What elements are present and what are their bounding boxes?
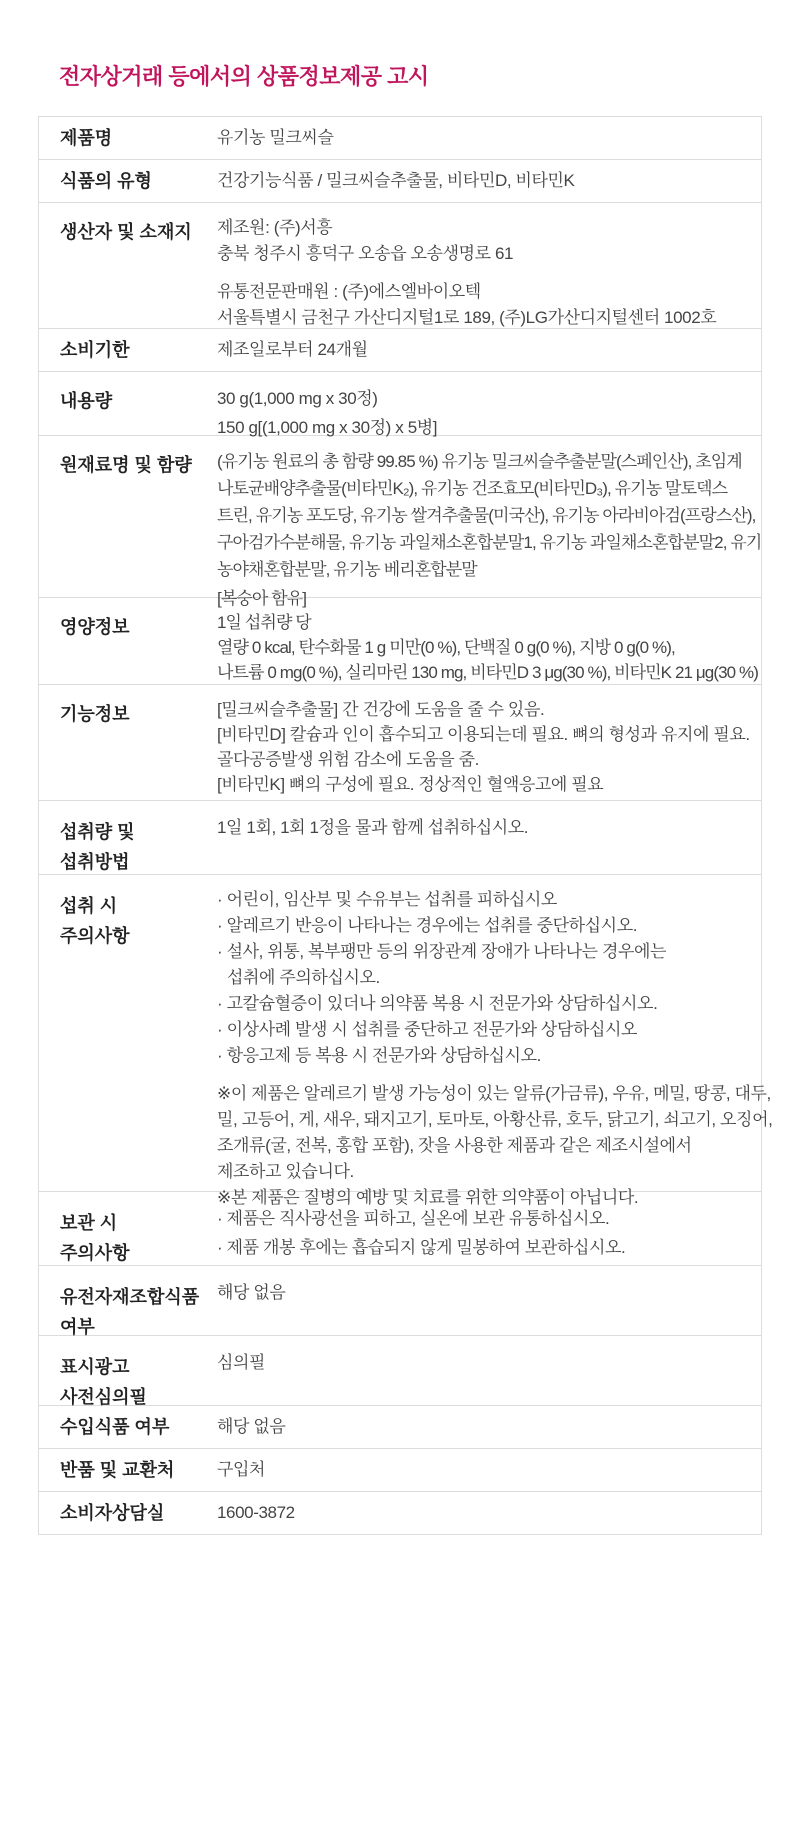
row-label-line: 섭취방법 [60,852,130,872]
row-value [217,801,761,874]
row-label-line: 주의사항 [60,926,130,946]
row-value [217,203,761,328]
table-row [39,372,761,436]
row-value [217,685,761,800]
row-label-line: 보관 시 [60,1213,118,1233]
row-label [39,1266,217,1335]
table-row [39,598,761,685]
row-label [39,160,217,202]
row-label-line: 제품명 [60,127,113,148]
row-value-line: 골다공증발생 위험 감소에 도움을 줌. [217,750,479,769]
table-row [39,1449,761,1492]
row-label-line: 수입식품 여부 [60,1416,170,1437]
table-row [39,160,761,203]
row-value-line: 유기농 밀크씨슬 [217,128,334,147]
row-value-line: ※본 제품은 질병의 예방 및 치료를 위한 의약품이 아닙니다. [217,1188,639,1207]
table-row [39,117,761,160]
row-value-line: 트린, 유기농 포도당, 유기농 쌀겨추출물(미국산), 유기농 아라비아검(프랑스산), [217,506,756,525]
row-label-line: 반품 및 교환처 [60,1459,175,1480]
row-value-line: 30 g(1,000 mg x 30정) [217,389,378,408]
row-value-line: ※이 제품은 알레르기 발생 가능성이 있는 알류(가금류), 우유, 메밀, 땅콩, 대두, [217,1084,771,1103]
row-value-line: · 제품 개봉 후에는 흡습되지 않게 밀봉하여 보관하십시오. [217,1238,626,1257]
row-value-line: 구입처 [217,1460,266,1479]
row-value [217,598,764,684]
row-value [217,160,761,202]
row-value-line: 나트륨 0 mg(0 %), 실리마린 130 mg, 비타민D 3 μg(30 %), 비타민K 21 μg(30 %) [217,663,758,682]
row-value-line: · 항응고제 등 복용 시 전문가와 상담하십시오. [217,1046,541,1065]
row-value-line: · 설사, 위통, 복부팽만 등의 위장관계 장애가 나타나는 경우에는 [217,942,667,961]
row-value-line: 1600-3872 [217,1503,295,1522]
row-value-line: 농야채혼합분말, 유기농 베리혼합분말 [217,560,477,579]
row-label [39,117,217,159]
row-value-line: 나토균배양추출물(비타민K₂), 유기농 건조효모(비타민D₃), 유기농 말토덱스 [217,479,728,498]
row-value-line: 해당 없음 [217,1417,286,1436]
row-label-line: 표시광고 [60,1357,130,1377]
row-value-line: [복숭아 함유] [217,589,307,608]
row-label-line: 식품의 유형 [60,170,152,191]
table-row [39,1192,761,1266]
row-label [39,203,217,328]
row-label-line: 소비자상담실 [60,1502,165,1523]
row-label-line: 소비기한 [60,339,130,360]
row-value-line: 조개류(굴, 전복, 홍합 포함), 잣을 사용한 제품과 같은 제조시설에서 [217,1136,692,1155]
table-row [39,1492,761,1535]
row-value-line: · 이상사례 발생 시 섭취를 중단하고 전문가와 상담하십시오 [217,1020,638,1039]
row-value [217,329,761,371]
row-label [39,372,217,435]
row-value-line: 서울특별시 금천구 가산디지털1로 189, (주)LG가산디지털센터 1002호 [217,308,717,327]
row-label-line: 사전심의필 [60,1387,147,1407]
row-value-line: [비타민K] 뼈의 구성에 필요. 정상적인 혈액응고에 필요 [217,775,604,794]
row-value-line: 밀, 고등어, 게, 새우, 돼지고기, 토마토, 아황산류, 호두, 닭고기, 쇠고기, 오징어, [217,1110,773,1129]
paragraph-gap [217,1069,772,1081]
row-value-line: 열량 0 kcal, 탄수화물 1 g 미만(0 %), 단백질 0 g(0 %), 지방 0 g(0 %), [217,638,675,657]
row-label-line: 여부 [60,1317,95,1337]
table-row [39,685,761,801]
row-value-line: 제조일로부터 24개월 [217,340,368,359]
row-value [217,372,761,435]
row-value [217,1266,761,1335]
row-label-line: 생산자 및 소재지 [60,222,192,242]
table-row [39,436,762,608]
row-value [217,1336,761,1405]
row-label-line: 기능정보 [60,704,130,724]
row-value-line: 구아검가수분해물, 유기농 과일채소혼합분말1, 유기농 과일채소혼합분말2, 유기 [217,533,762,552]
table-row [39,203,761,329]
row-value-line: 건강기능식품 / 밀크씨슬추출물, 비타민D, 비타민K [217,171,575,190]
row-label-line: 유전자재조합식품 [60,1287,200,1307]
row-value-line: · 고칼슘혈증이 있더나 의약품 복용 시 전문가와 상담하십시오. [217,994,658,1013]
row-value [217,1406,761,1448]
row-value-line: 1일 1회, 1회 1정을 물과 함께 섭취하십시오. [217,818,529,837]
row-value-line: · 알레르기 반응이 나타나는 경우에는 섭취를 중단하십시오. [217,916,638,935]
row-value [217,436,767,608]
row-label [39,598,217,684]
row-label [39,1492,217,1534]
row-value-line: 제조원: (주)서흥 [217,218,333,237]
row-value-line: 제조하고 있습니다. [217,1162,354,1181]
table-row [39,801,761,875]
row-value-line: 150 g[(1,000 mg x 30정) x 5병] [217,418,438,437]
row-label [39,1192,217,1265]
row-value-line: [밀크씨슬추출물] 간 건강에 도움을 줄 수 있음. [217,700,545,719]
row-label [39,329,217,371]
row-label-line: 영양정보 [60,617,130,637]
row-label [39,436,217,597]
row-label-line: 내용량 [60,391,113,411]
row-label [39,685,217,800]
row-label-line: 주의사항 [60,1243,130,1263]
table-row [39,329,761,372]
row-value [217,117,761,159]
row-value-line: 유통전문판매원 : (주)에스엘바이오텍 [217,282,481,301]
row-label [39,801,217,874]
table-row [39,1266,761,1336]
row-value [217,1192,761,1265]
row-value-line: 해당 없음 [217,1283,286,1302]
row-value-line: 1일 섭취량 당 [217,613,311,632]
row-value [217,1492,761,1534]
row-label [39,875,217,1191]
row-value-line: [비타민D] 칼슘과 인이 흡수되고 이용되는데 필요. 뼈의 형성과 유지에 필요. [217,725,750,744]
row-value [217,875,778,1207]
row-value-line: · 제품은 직사광선을 피하고, 실온에 보관 유통하십시오. [217,1209,610,1228]
row-label [39,1406,217,1448]
row-label-line: 원재료명 및 함량 [60,455,192,475]
paragraph-gap [217,267,755,279]
row-value-line: 충북 청주시 흥덕구 오송읍 오송생명로 61 [217,244,514,263]
row-value-line: 섭취에 주의하십시오. [227,968,380,987]
row-value-line: (유기농 원료의 총 함량 99.85 %) 유기농 밀크씨슬추출분말(스페인산), 초임계 [217,452,742,471]
row-label [39,1336,217,1405]
row-value-line: · 어린이, 임산부 및 수유부는 섭취를 피하십시오 [217,890,557,909]
table-row [39,1406,761,1449]
table-row [39,875,773,1207]
table-row [39,1336,761,1406]
page-title: 전자상거래 등에서의 상품정보제공 고시 [59,64,429,89]
product-info-table [38,116,773,1535]
row-label-line: 섭취량 및 [60,822,135,842]
row-label [39,1449,217,1491]
row-value [217,1449,761,1491]
row-value-line: 심의필 [217,1353,266,1372]
row-label-line: 섭취 시 [60,896,118,916]
